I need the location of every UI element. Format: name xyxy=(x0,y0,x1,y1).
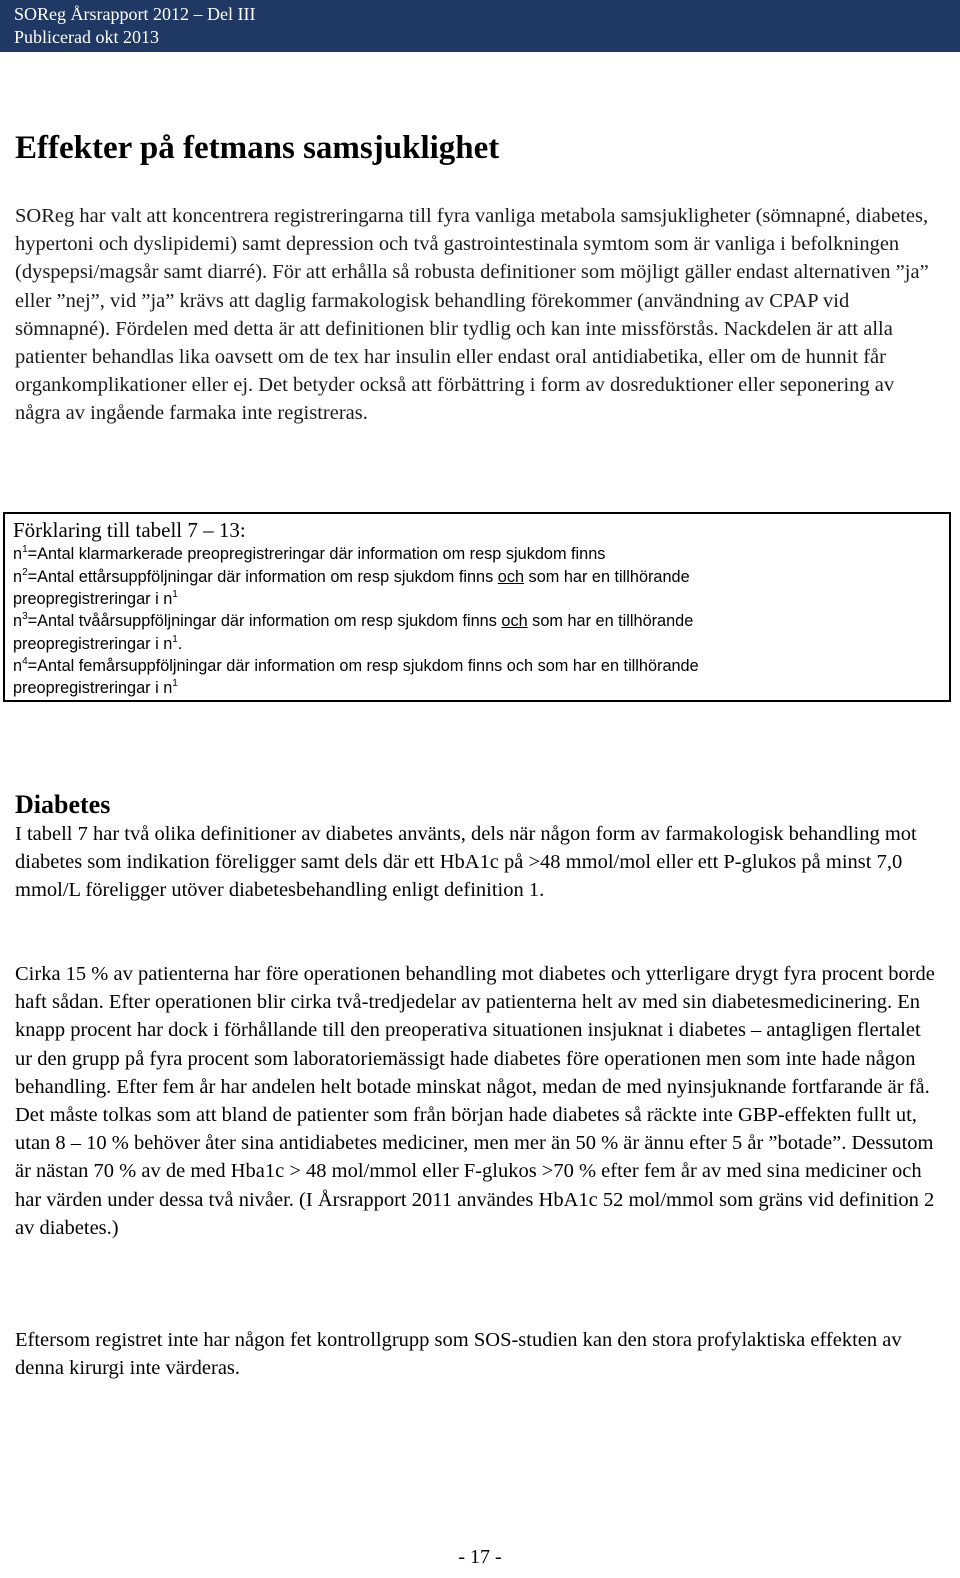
section-title: Effekter på fetmans samsjuklighet xyxy=(15,130,500,166)
diabetes-paragraph-3: Eftersom registret inte har någon fet kontrollgrupp som SOS-studien kan den stora profylaktiska effekten av denna kirurgi inte värderas. xyxy=(15,1329,902,1380)
publication-date: Publicerad okt 2013 xyxy=(14,27,159,47)
legend-title: Förklaring till tabell 7 – 13: xyxy=(13,518,246,542)
diabetes-heading: Diabetes xyxy=(15,790,111,819)
legend-n4: $n^4=Antal$ femårsuppföljningar där information om resp sjukdom finns och som har en tillhörande xyxy=(13,656,699,675)
diabetes-paragraph-1: I tabell 7 har två olika definitioner av diabetes använts, dels när någon form av farmakologisk behandling mot diabetes som indikation föreligger samt dels där ett HbA1c på >48 mmol/mol eller ett P-glukos på minst 7,0 mmol/L föreligger utöver diabetesbehandling enligt definition 1. xyxy=(15,823,917,902)
report-title: SOReg Årsrapport 2012 – Del III xyxy=(14,4,256,24)
legend-n3-cont: preopregistreringar i $n^1$. xyxy=(13,634,183,653)
legend-n4-cont: preopregistreringar i $n^1$ xyxy=(13,678,178,697)
legend-n1: $n^1=Antal$ klarmarkerade preopregistreringar där information om resp sjukdom finns xyxy=(13,544,606,563)
legend-n2: $n^2=Antal$ ettårsuppföljningar där information om resp sjukdom finns och som har en tillhörande xyxy=(13,567,690,586)
legend-n2-cont: preopregistreringar i $n^1$ xyxy=(13,589,178,608)
intro-paragraph: SOReg har valt att koncentrera registreringarna till fyra vanliga metabola samsjukligheter (sömnapné, diabetes, hypertoni och dyslipidemi) samt depression och två gastrointestinala symtom som är vanliga i befolkningen (dyspepsi/magsår samt diarré). För att erhålla så robusta definitioner som möjligt gäller endast alternativen ”ja” eller ”nej”, vid ”ja” krävs att daglig farmakologisk behandling förekommer (användning av CPAP vid sömnapné). Fördelen med detta är att definitionen blir tydlig och kan inte missförstås. Nackdelen är att alla patienter behandlas lika oavsett om de tex har insulin eller endast oral antidiabetika, eller om de hunnit får organkomplikationer eller ej. Det betyder också att förbättring i form av dosreduktioner eller seponering av några av ingående farmaka inte registreras. xyxy=(15,205,929,425)
page-number: - 17 - xyxy=(458,1546,502,1568)
legend-n3: $n^3=Antal$ tvåårsuppföljningar där information om resp sjukdom finns och som har en tillhörande xyxy=(13,611,694,630)
diabetes-paragraph-2: Cirka 15 % av patienterna har före operationen behandling mot diabetes och ytterligare drygt fyra procent borde haft sådan. Efter operationen blir cirka två-tredjedelar av patienterna helt av med sin diabetesmedicinering. En knapp procent har dock i förhållande till den preoperativa situationen insjuknat i diabetes – antagligen flertalet ur den grupp på fyra procent som laboratoriemässigt hade diabetes före operationen men som inte hade någon behandling. Efter fem år har andelen helt botade minskat något, medan de med nyinsjuknande fortfarande är få. Det måste tolkas som att bland de patienter som från början hade diabetes så räckte inte GBP-effekten fullt ut, utan 8 – 10 % behöver åter sina antidiabetes mediciner, men mer än 50 % är ännu efter 5 år ”botade”. Dessutom är nästan 70 % av de med Hba1c > 48 mol/mmol eller F-glukos >70 % efter fem år av med sina mediciner och har värden under dessa två nivåer. (I Årsrapport 2011 användes HbA1c 52 mol/mmol som gräns vid definition 2 av diabetes.) xyxy=(15,963,935,1239)
report-header xyxy=(0,0,960,52)
